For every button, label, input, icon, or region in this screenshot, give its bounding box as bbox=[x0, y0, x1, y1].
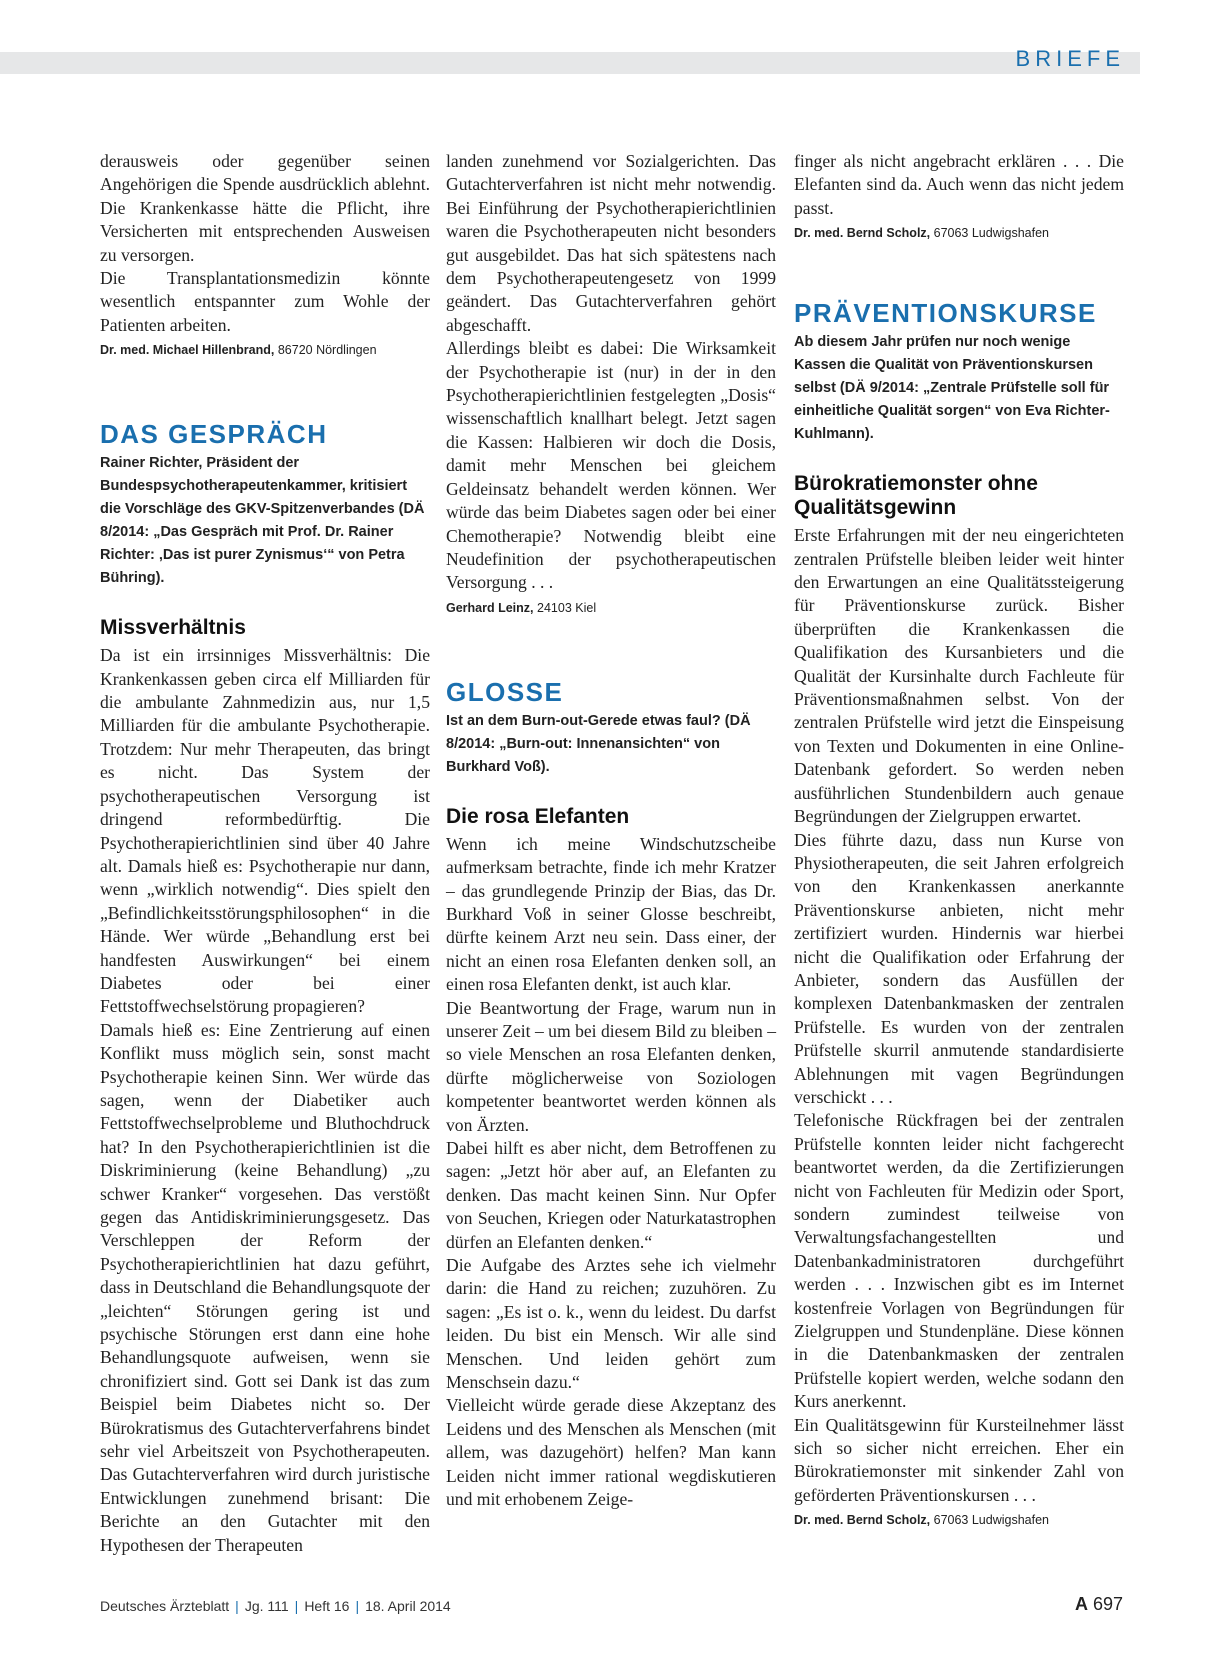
paragraph: Damals hieß es: Eine Zentrierung auf einen Konflikt muss möglich sein, sonst macht Psychotherapie keinen Sinn. Wer würde das sagen, wenn der Diabetiker auch Fettstoffwechselprobleme und Bluthochdruck hat? In den Psychotherapierichtlinien ist die Diskriminierung (keine Behandlung) „zu schwer Kranker“ vorgesehen. Das verstößt gegen das Antidiskriminierungsgesetz. Das Verschleppen der Reform der Psychotherapierichtlinien hat dazu geführt, dass in Deutschland die Behandlungsquote der „leichten“ Störungen gering ist und psychische Störungen erst dann eine hohe Behandlungsquote aufweisen, wenn sie chronifiziert sind. Gott sei Dank ist das zum Beispiel beim Diabetes nicht so. Der Bürokratismus des Gutachterverfahrens bindet sehr viel Arbeitszeit von Psychotherapeuten. Das Gutachterverfahren wird durch juristische Entwicklungen zunehmend brisant: Die Berichte an den Gutachter mit den Hypothesen der Therapeuten bbox=[100, 1019, 430, 1555]
paragraph: Dies führte dazu, dass nun Kurse von Physiotherapeuten, die seit Jahren erfolgreich von den Krankenkassen anerkannte Präventionskurse anbieten, nicht mehr zertifiziert wurden. Hindernis war hierbei nicht die Qualifikation oder Erfahrung der Anbieter, sondern das Ausfüllen der komplexen Datenbankmasken der zentralen Prüfstelle. Es wurden von der zentralen Prüfstelle skurril anmutende standardisierte Ablehnungen mit vagen Begründungen verschickt . . . bbox=[794, 829, 1124, 1107]
footer-separator: | bbox=[355, 1598, 360, 1614]
paragraph: landen zunehmend vor Sozialgerichten. Das Gutachterverfahren ist nicht mehr notwendig. Bei Einführung der Psychotherapierichtlinien waren die Psychotherapeuten nicht besonders gut ausgebildet. Das hat sich spätestens nach dem Psychotherapeutengesetz von 1999 geändert. Das Gutachterverfahren gehört abgeschafft. bbox=[446, 151, 776, 335]
signature bbox=[794, 226, 1124, 240]
paragraph: Wenn ich meine Windschutzscheibe aufmerksam betrachte, finde ich mehr Kratzer – das grundlegende Prinzip der Bias, das Dr. Burkhard Voß in seiner Glosse beschreibt, dürfte keinem Arzt neu sein. Dass einer, der nicht an einen rosa Elefanten denken soll, an einen rosa Elefanten denkt, ist auch klar. bbox=[446, 833, 776, 995]
topic-heading: DAS GESPRÄCH bbox=[100, 419, 328, 450]
paragraph: Dabei hilft es aber nicht, dem Betroffenen zu sagen: „Jetzt hör aber auf, an Elefanten zu denken. Das macht keinen Sinn. Nur Opfer von Seuchen, Kriegen oder Naturkatastrophen dürfen an Elefanten denken.“ bbox=[446, 1138, 776, 1252]
signature bbox=[100, 343, 430, 357]
letter-headline: Missverhältnis bbox=[100, 616, 246, 640]
topic-heading: GLOSSE bbox=[446, 676, 564, 707]
issue-date: 18. April 2014 bbox=[365, 1598, 451, 1614]
letter-headline: Die rosa Elefanten bbox=[446, 804, 630, 828]
paragraph: Telefonische Rückfragen bei der zentralen Prüfstelle konnten leider nicht fachgerecht beantwortet werden, da die Zertifizierungen nicht von Fachleuten für Medizin oder Sport, sondern zumindest teilweise von Verwaltungsfachangestellten und Datenbankadministratoren durchgeführt werden . . . Inzwischen gibt es im Internet kostenfreie Vorlagen von Begründungen für Zielgruppen und Stundenpläne. Diese können in die Datenbankmasken der zentralen Prüfstelle kopiert werden, welche sodann den Kurs anerkennt. bbox=[794, 1110, 1124, 1412]
paragraph: Erste Erfahrungen mit der neu eingerichteten zentralen Prüfstelle bleiben leider weit hinter den Erwartungen an eine Qualitätssteigerung für Präventionskurse zurück. Bisher überprüften die Krankenkassen die Qualifikation des Kursanbieters und die Qualität der Kursinhalte durch Fachleute für Präventionsmaßnahmen selbst. Von der zentralen Prüfstelle wird jetzt die Einspeisung von Texten und Dokumenten in eine Online-Datenbank gefordert. So werden neben ausführlichen Stundenbildern auch genaue Begründungen der Zielgruppen erwartet. bbox=[794, 525, 1124, 827]
topic-lead: Ab diesem Jahr prüfen nur noch wenige Kassen die Qualität von Präventionskursen selbst (DÄ 9/2014: „Zentrale Prüfstelle soll für einheitliche Qualität sorgen“ von Eva Richter-Kuhlmann). bbox=[794, 334, 1110, 443]
journal-issue: Heft 16 bbox=[304, 1598, 350, 1614]
section-label: BRIEFE bbox=[1015, 46, 1125, 71]
author-name: Gerhard Leinz, bbox=[446, 600, 534, 615]
column-1 bbox=[100, 150, 430, 1557]
paragraph: Da ist ein irrsinniges Missverhältnis: Die Krankenkassen geben circa elf Milliarden für die ambulante Zahnmedizin aus, nur 1,5 Milliarden für die ambulante Psychotherapie. Trotzdem: Nur mehr Therapeuten, das bringt es nicht. Das System der psychotherapeutischen Versorgung ist dringend reformbedürftig. Die Psychotherapierichtlinien sind über 40 Jahre alt. Damals hieß es: Psychotherapie nur dann, wenn „wirklich notwendig“. Dies spielt den „Befindlichkeitsstörungsphilosophen“ in die Hände. Wer würde „Behandlung erst bei handfesten Auswirkungen“ bei einem Diabetes oder bei einer Fettstoffwechselstörung propagieren? bbox=[100, 645, 430, 1017]
author-name: Dr. med. Bernd Scholz, bbox=[794, 226, 931, 241]
author-place: 67063 Ludwigshafen bbox=[933, 1513, 1049, 1528]
page-prefix: A bbox=[1074, 1594, 1088, 1614]
letter-headline: Bürokratiemonster ohne Qualitätsgewinn bbox=[794, 472, 1038, 520]
page-number bbox=[1075, 1594, 1123, 1615]
paragraph: Die Aufgabe des Arztes sehe ich vielmehr darin: die Hand zu reichen; zuzuhören. Zu sagen: „Es ist o. k., wenn du leidest. Du darfst leiden. Du bist ein Mensch. Wir alle sind Menschen. Und leiden gehört zum Menschsein dazu.“ bbox=[446, 1255, 776, 1393]
column-2 bbox=[446, 150, 776, 1512]
footer-separator: | bbox=[294, 1598, 299, 1614]
journal-name: Deutsches Ärzteblatt bbox=[100, 1598, 230, 1614]
author-name: Dr. med. Michael Hillenbrand, bbox=[100, 343, 275, 358]
column-3 bbox=[794, 150, 1124, 1527]
footer-separator: | bbox=[235, 1598, 239, 1614]
page-number-value: 697 bbox=[1092, 1594, 1123, 1614]
author-place: 86720 Nördlingen bbox=[277, 343, 377, 358]
paragraph: Die Beantwortung der Frage, warum nun in unserer Zeit – um bei diesem Bild zu bleiben – so viele Menschen an rosa Elefanten denken, dürfte möglicherweise von Soziologen kompetenter beantwortet werden können als von Ärzten. bbox=[446, 997, 776, 1135]
paragraph: derausweis oder gegenüber seinen Angehörigen die Spende ausdrücklich ablehnt. Die Krankenkasse hätte die Pflicht, ihre Versicherten mit entsprechenden Ausweisen zu versorgen. bbox=[100, 151, 430, 265]
topic-lead: Ist an dem Burn-out-Gerede etwas faul? (DÄ 8/2014: „Burn-out: Innenansichten“ von Burkhard Voß). bbox=[446, 712, 751, 775]
topic-heading: PRÄVENTIONSKURSE bbox=[794, 298, 1097, 329]
topic-lead: Rainer Richter, Präsident der Bundespsychotherapeutenkammer, kritisiert die Vorschläge des GKV-Spitzenverbandes (DÄ 8/2014: „Das Gespräch mit Prof. Dr. Rainer Richter: ‚Das ist purer Zynismus‘“ von Petra Bühring). bbox=[100, 455, 425, 587]
header-bar bbox=[0, 52, 1140, 74]
page-footer bbox=[100, 1598, 451, 1614]
paragraph: Die Transplantationsmedizin könnte wesentlich entspannter zum Wohle der Patienten arbeiten. bbox=[100, 268, 430, 335]
author-name: Dr. med. Bernd Scholz, bbox=[794, 1513, 931, 1528]
author-place: 24103 Kiel bbox=[537, 600, 597, 615]
author-place: 67063 Ludwigshafen bbox=[933, 226, 1049, 241]
paragraph: finger als nicht angebracht erklären . . . Die Elefanten sind da. Auch wenn das nicht jedem passt. bbox=[794, 151, 1124, 218]
signature bbox=[446, 601, 776, 615]
paragraph: Allerdings bleibt es dabei: Die Wirksamkeit der Psychotherapie ist (nur) in der in den Psychotherapierichtlinien festgelegten „Dosis“ wissenschaftlich knallhart belegt. Jetzt sagen die Kassen: Halbieren wir doch die Dosis, damit mehr Menschen bei gleichem Geldeinsatz behandelt werden können. Wer würde das beim Diabetes sagen oder bei einer Chemotherapie? Notwendig bleibt eine Neudefinition der psychotherapeutischen Versorgung . . . bbox=[446, 338, 776, 593]
journal-volume: Jg. 111 bbox=[244, 1598, 289, 1614]
signature bbox=[794, 1513, 1124, 1527]
paragraph: Vielleicht würde gerade diese Akzeptanz des Leidens und des Menschen als Menschen (mit allem, was dazugehört) helfen? Man kann Leiden nicht immer rational wegdiskutieren und mit erhobenem Zeige- bbox=[446, 1395, 776, 1510]
paragraph: Ein Qualitätsgewinn für Kursteilnehmer lässt sich so sicher nicht erreichen. Eher ein Bürokratiemonster mit sinkender Zahl von geförderten Präventionskursen . . . bbox=[794, 1414, 1124, 1505]
